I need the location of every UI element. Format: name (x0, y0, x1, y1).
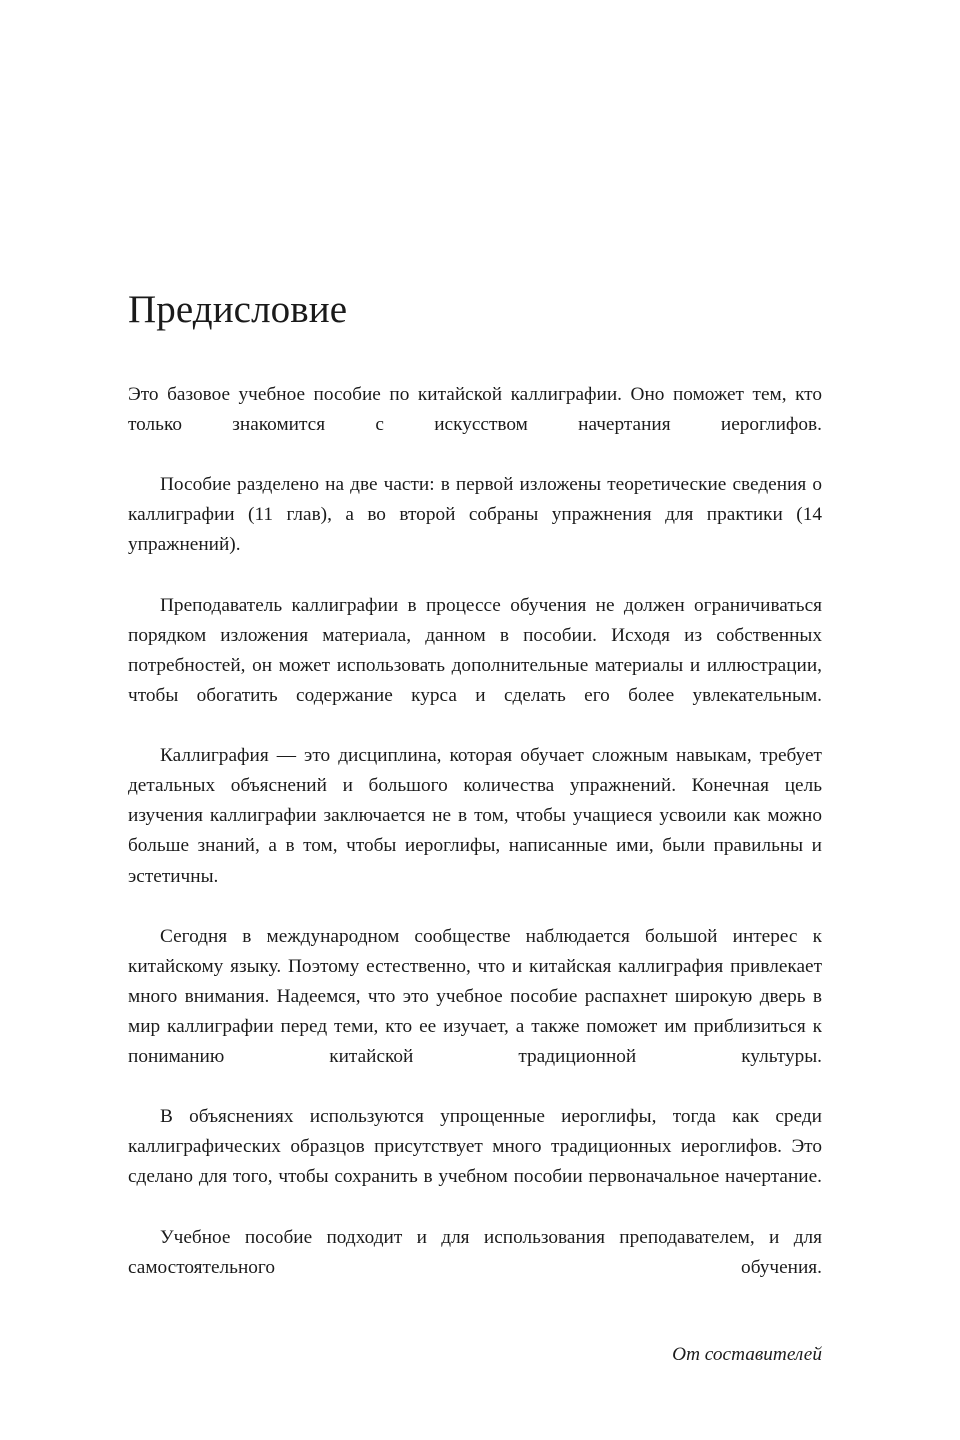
paragraph-4: Каллиграфия — это дисциплина, которая обучает сложным навыкам, требует детальных объяснений и большого количества упражнений. Конечная цель изучения каллиграфии заключается не в том, чтобы учащиеся усвоили как можно больше знаний, а в том, чтобы иероглифы, написанные ими, были правильны и эстетичны. (128, 745, 822, 887)
paragraph-2: Пособие разделено на две части: в первой изложены теоретические сведения о каллиграфии (11 глав), а во второй собраны упражнения для практики (14 упражнений). (128, 474, 822, 556)
paragraph-7: Учебное пособие подходит и для использования преподавателем, и для самостоятельного обучения. (128, 1226, 822, 1278)
preface-content (128, 286, 822, 1370)
signature-line: От составителей (672, 1343, 822, 1365)
paragraph-5: Сегодня в международном сообществе наблюдается большой интерес к китайскому языку. Поэтому естественно, что и китайская каллиграфия привлекает много внимания. Надеемся, что это учебное пособие распахнет широкую дверь в мир каллиграфии перед теми, кто ее изучает, а также поможет им приблизиться к пониманию китайской традиционной культуры. (128, 925, 822, 1068)
page-title: Предисловие (128, 288, 348, 331)
paragraph-3: Преподаватель каллиграфии в процессе обучения не должен ограничиваться порядком изложения материала, данном в пособии. Исходя из собственных потребностей, он может использовать дополнительные материалы и иллюстрации, чтобы обогатить содержание курса и сделать его более увлекательным. (128, 594, 822, 706)
paragraph-6: В объяснениях используются упрощенные иероглифы, тогда как среди каллиграфических образцов присутствует много традиционных иероглифов. Это сделано для того, чтобы сохранить в учебном пособии первоначальное начертание. (128, 1106, 822, 1188)
paragraph-1: Это базовое учебное пособие по китайской каллиграфии. Оно поможет тем, кто только знакомится с искусством начертания иероглифов. (128, 384, 822, 436)
